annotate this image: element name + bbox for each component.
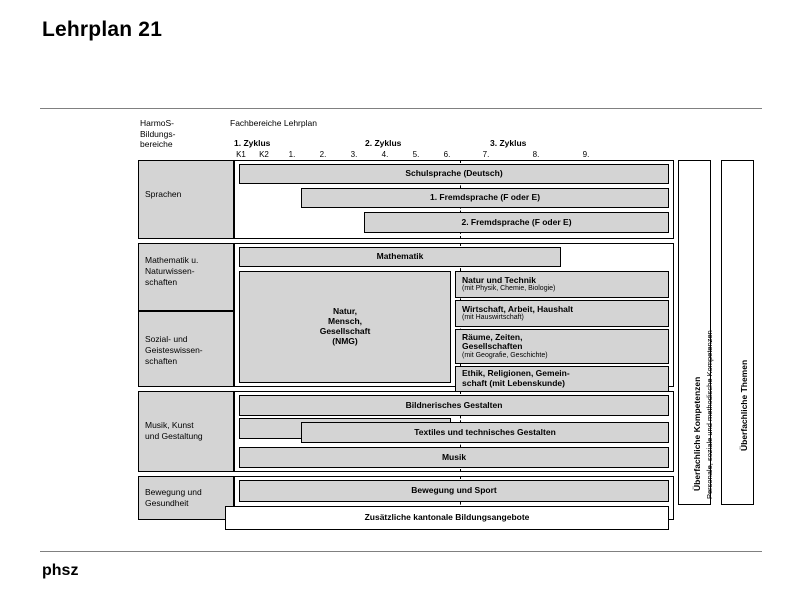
category-sprachen-label: Sprachen xyxy=(145,189,182,199)
year-k1: K1 xyxy=(236,150,246,159)
category-mathe-line3: schaften xyxy=(145,277,178,287)
column-ueberfachliche-kompetenzen-title: Überfachliche Kompetenzen xyxy=(692,376,702,491)
bar-natur-und-technik-label: Natur und Technik xyxy=(462,274,536,285)
bar-bewegung-und-sport xyxy=(239,480,669,502)
bar-wirtschaft-sub: (mit Hauswirtschaft) xyxy=(462,314,524,322)
category-musik-line2: und Gestaltung xyxy=(145,431,203,441)
cycle-label-3: 3. Zyklus xyxy=(490,138,527,148)
fachbereiche-header: Fachbereiche Lehrplan xyxy=(230,118,317,128)
category-sozial-geisteswissenschaften xyxy=(138,311,234,387)
category-mathematik-naturwissenschaften xyxy=(138,243,234,311)
bar-nmg xyxy=(239,271,451,383)
bar-musik-label: Musik xyxy=(441,451,467,462)
bar-nmg-line4: (NMG) xyxy=(332,335,358,346)
column-ueberfachliche-themen-title: Überfachliche Themen xyxy=(739,359,749,451)
category-sprachen xyxy=(138,160,234,239)
bar-textiles-label: Textiles und technisches Gestalten xyxy=(414,426,556,437)
year-4: 4. xyxy=(381,150,389,159)
category-sozial-line2: Geisteswissen- xyxy=(145,345,203,355)
year-3: 3. xyxy=(350,150,358,159)
bar-textiles-technisches-gestalten xyxy=(301,422,669,443)
bar-zusaetzliche-label: Zusätzliche kantonale Bildungsangebote xyxy=(364,512,530,523)
year-6: 6. xyxy=(443,150,451,159)
bar-fremdsprache-1-label: 1. Fremdsprache (F oder E) xyxy=(429,192,541,203)
bar-ethik-religionen-gemeinschaft xyxy=(455,366,669,392)
bar-raeume-line2: Gesellschaften xyxy=(462,341,523,352)
category-bewegung-line1: Bewegung und xyxy=(145,487,202,497)
page-title: Lehrplan 21 xyxy=(42,18,163,41)
column-ueberfachliche-kompetenzen-subtitle: Personale, soziale und methodische Kompetenzen xyxy=(705,330,714,499)
bar-ethik-line2: schaft (mit Lebenskunde) xyxy=(462,378,565,388)
bar-fremdsprache-2-label: 2. Fremdsprache (F oder E) xyxy=(461,216,572,227)
bar-schulsprache-label: Schulsprache (Deutsch) xyxy=(405,168,503,179)
cycle-label-2: 2. Zyklus xyxy=(365,138,402,148)
bar-nmg-line3: Gesellschaft xyxy=(319,326,371,336)
year-8: 8. xyxy=(532,150,540,159)
bar-zusaetzliche-kantonale-bildungsangebote xyxy=(225,506,669,530)
category-sozial-line1: Sozial- und xyxy=(145,334,188,344)
column-ueberfachliche-kompetenzen xyxy=(678,160,714,505)
year-9: 9. xyxy=(582,150,590,159)
harmos-header xyxy=(140,118,230,150)
bar-raeume-zeiten-gesellschaften xyxy=(455,329,669,364)
cycle-label-1: 1. Zyklus xyxy=(234,138,271,148)
bar-wirtschaft-arbeit-haushalt xyxy=(455,300,669,327)
divider-bottom xyxy=(40,551,762,552)
bar-mathematik-label: Mathematik xyxy=(376,251,424,262)
bar-natur-und-technik-sub: (mit Physik, Chemie, Biologie) xyxy=(462,285,556,293)
bar-raeume-line1: Räume, Zeiten, xyxy=(462,331,523,342)
footer-logo: phsz xyxy=(42,562,79,579)
year-k2: K2 xyxy=(259,150,269,159)
bar-bewegung-und-sport-label: Bewegung und Sport xyxy=(411,485,497,496)
year-7: 7. xyxy=(482,150,490,159)
bar-musik xyxy=(239,447,669,468)
category-mathe-line2: Naturwissen- xyxy=(145,266,195,276)
bar-fremdsprache-1 xyxy=(301,188,669,208)
bar-ethik-line1: Ethik, Religionen, Gemein- xyxy=(462,368,570,379)
lehrplan-diagram xyxy=(130,112,749,537)
bar-fremdsprache-2 xyxy=(364,212,669,233)
category-sozial-line3: schaften xyxy=(145,356,178,366)
category-mathe-line1: Mathematik u. xyxy=(145,255,199,265)
bar-raeume-sub: (mit Geografie, Geschichte) xyxy=(462,352,548,360)
bar-bildnerisches-gestalten-label: Bildnerisches Gestalten xyxy=(405,399,503,410)
harmos-header-line3: bereiche xyxy=(140,139,173,149)
category-musik-line1: Musik, Kunst xyxy=(145,420,194,430)
bar-natur-und-technik xyxy=(455,271,669,298)
year-5: 5. xyxy=(412,150,420,159)
bar-mathematik xyxy=(239,247,561,267)
bar-wirtschaft-label: Wirtschaft, Arbeit, Haushalt xyxy=(462,303,574,314)
bar-nmg-line2: Mensch, xyxy=(327,316,362,327)
category-musik-kunst-gestaltung xyxy=(138,391,234,472)
divider-top xyxy=(40,108,762,109)
category-bewegung-line2: Gesundheit xyxy=(145,498,189,508)
category-bewegung-gesundheit xyxy=(138,476,234,520)
bar-schulsprache xyxy=(239,164,669,184)
year-2: 2. xyxy=(319,150,327,159)
harmos-header-line2: Bildungs- xyxy=(140,128,176,139)
harmos-header-line1: HarmoS- xyxy=(140,118,175,128)
bar-bildnerisches-gestalten xyxy=(239,395,669,416)
bar-nmg-line1: Natur, xyxy=(332,306,358,317)
year-1: 1. xyxy=(288,150,296,159)
column-ueberfachliche-themen xyxy=(721,160,754,505)
